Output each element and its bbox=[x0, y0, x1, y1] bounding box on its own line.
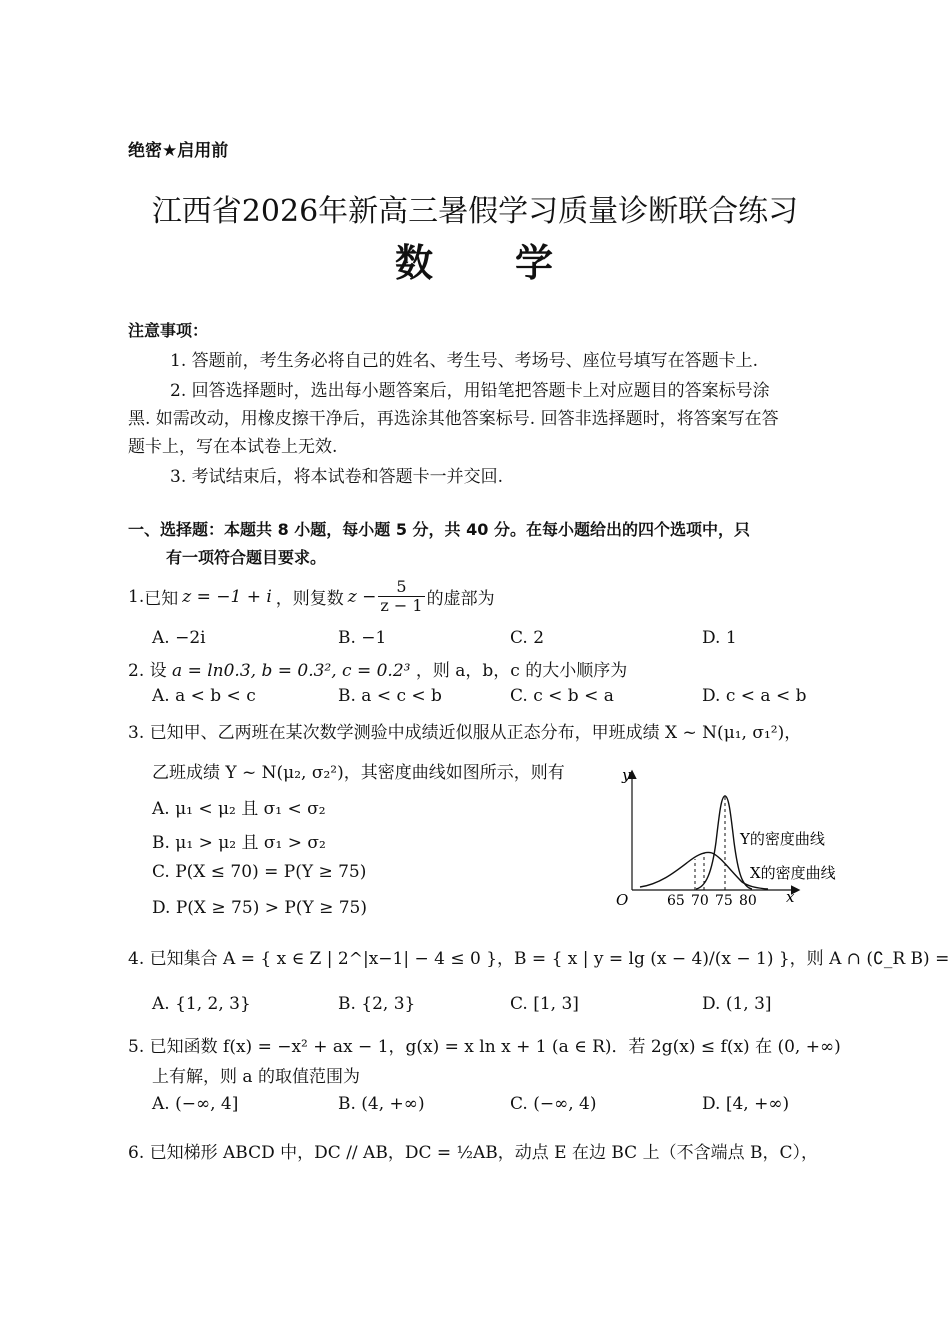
q3-option-a: A. μ₁ < μ₂ 且 σ₁ < σ₂ bbox=[152, 799, 326, 819]
q2-pre: 2. 设 bbox=[128, 661, 167, 681]
notice-heading: 注意事项： bbox=[128, 321, 209, 340]
q1-fraction-den: z − 1 bbox=[380, 596, 423, 616]
section-heading-cont: 有一项符合题目要求。 bbox=[166, 548, 327, 567]
question-1 bbox=[128, 578, 495, 616]
subject-title: 数 学 bbox=[394, 241, 555, 285]
question-2 bbox=[128, 656, 627, 681]
q5-option-a: A. (−∞, 4] bbox=[152, 1094, 239, 1114]
q2-post: ，则 a，b，c 的大小顺序为 bbox=[415, 661, 628, 681]
q1-z-def: z = −1 + i bbox=[182, 586, 272, 607]
notice-item-2: 2. 回答选择题时，选出每小题答案后，用铅笔把答题卡上对应题目的答案标号涂 bbox=[170, 381, 770, 401]
q2-option-b: B. a < c < b bbox=[338, 686, 442, 706]
tick-70: 70 bbox=[691, 893, 709, 909]
q1-option-d: D. 1 bbox=[702, 628, 737, 648]
q5-option-c: C. (−∞, 4) bbox=[510, 1094, 597, 1114]
question-3: 3. 已知甲、乙两班在某次数学测验中成绩近似服从正态分布，甲班成绩 X ~ N(μ₁, σ₁²)， bbox=[128, 723, 802, 743]
y-axis-label: y bbox=[622, 766, 631, 784]
q2-option-d: D. c < a < b bbox=[702, 686, 807, 706]
tick-80: 80 bbox=[739, 893, 757, 909]
question-6: 6. 已知梯形 ABCD 中，DC // AB，DC = ½AB，动点 E 在边 BC 上（不含端点 B，C）， bbox=[128, 1143, 819, 1163]
q4-option-b: B. {2, 3} bbox=[338, 994, 416, 1014]
notice-item-2-end: 题卡上，写在本试卷上无效. bbox=[128, 437, 338, 457]
q1-option-b: B. −1 bbox=[338, 628, 387, 648]
q1-option-c: C. 2 bbox=[510, 628, 545, 648]
question-3-cont: 乙班成绩 Y ~ N(μ₂, σ₂²)，其密度曲线如图所示，则有 bbox=[152, 763, 565, 783]
q1-post: 的虚部为 bbox=[426, 589, 495, 610]
q3-option-d: D. P(X ≥ 75) > P(Y ≥ 75) bbox=[152, 898, 367, 918]
tick-65: 65 bbox=[667, 893, 685, 909]
q1-fraction-num: 5 bbox=[396, 577, 407, 596]
notice-item-3: 3. 考试结束后，将本试卷和答题卡一并交回. bbox=[170, 467, 504, 487]
y-curve-label: Y的密度曲线 bbox=[740, 830, 825, 848]
notice-item-1: 1. 答题前，考生务必将自己的姓名、考生号、考场号、座位号填写在答题卡上. bbox=[170, 351, 759, 371]
q1-expr: z − bbox=[347, 586, 377, 607]
q2-option-a: A. a < b < c bbox=[152, 686, 256, 706]
question-5: 5. 已知函数 f(x) = −x² + ax − 1，g(x) = x ln x + 1 (a ∈ R)．若 2g(x) ≤ f(x) 在 (0, +∞) bbox=[128, 1037, 841, 1057]
secret-mark: 绝密★启用前 bbox=[128, 141, 229, 161]
notice-item-2-cont: 黑. 如需改动，用橡皮擦干净后，再选涂其他答案标号. 回答非选择题时，将答案写在答 bbox=[128, 409, 779, 429]
exam-title: 江西省2026年新高三暑假学习质量诊断联合练习 bbox=[151, 194, 799, 229]
q4-option-c: C. [1, 3] bbox=[510, 994, 579, 1014]
q1-option-a: A. −2i bbox=[152, 628, 206, 648]
x-curve-label: X的密度曲线 bbox=[750, 864, 836, 882]
q3-option-c: C. P(X ≤ 70) = P(Y ≥ 75) bbox=[152, 862, 367, 882]
tick-75: 75 bbox=[715, 893, 733, 909]
question-5-cont: 上有解，则 a 的取值范围为 bbox=[152, 1067, 360, 1087]
q5-option-b: B. (4, +∞) bbox=[338, 1094, 425, 1114]
q1-fraction bbox=[378, 578, 424, 616]
q4-option-a: A. {1, 2, 3} bbox=[152, 994, 251, 1014]
q2-option-c: C. c < b < a bbox=[510, 686, 614, 706]
q3-option-b: B. μ₁ > μ₂ 且 σ₁ > σ₂ bbox=[152, 833, 326, 853]
x-axis-label: x bbox=[786, 888, 795, 906]
q2-math: a = ln0.3, b = 0.3², c = 0.2³ bbox=[172, 661, 411, 681]
density-curves-figure bbox=[600, 762, 860, 912]
q1-mid: ，则复数 bbox=[275, 589, 344, 610]
section-heading: 一、选择题：本题共 8 小题，每小题 5 分，共 40 分。在每小题给出的四个选项中，只 bbox=[128, 520, 750, 539]
q1-pre: 已知 bbox=[144, 589, 179, 610]
q4-option-d: D. (1, 3] bbox=[702, 994, 772, 1014]
q5-option-d: D. [4, +∞) bbox=[702, 1094, 790, 1114]
origin-label: O bbox=[616, 891, 629, 909]
q1-number: 1. bbox=[128, 586, 145, 607]
question-4: 4. 已知集合 A = { x ∈ Z | 2^|x−1| − 4 ≤ 0 }，B = { x | y = lg (x − 4)/(x − 1) }，则 A ∩ (∁_R B) = bbox=[128, 949, 950, 969]
